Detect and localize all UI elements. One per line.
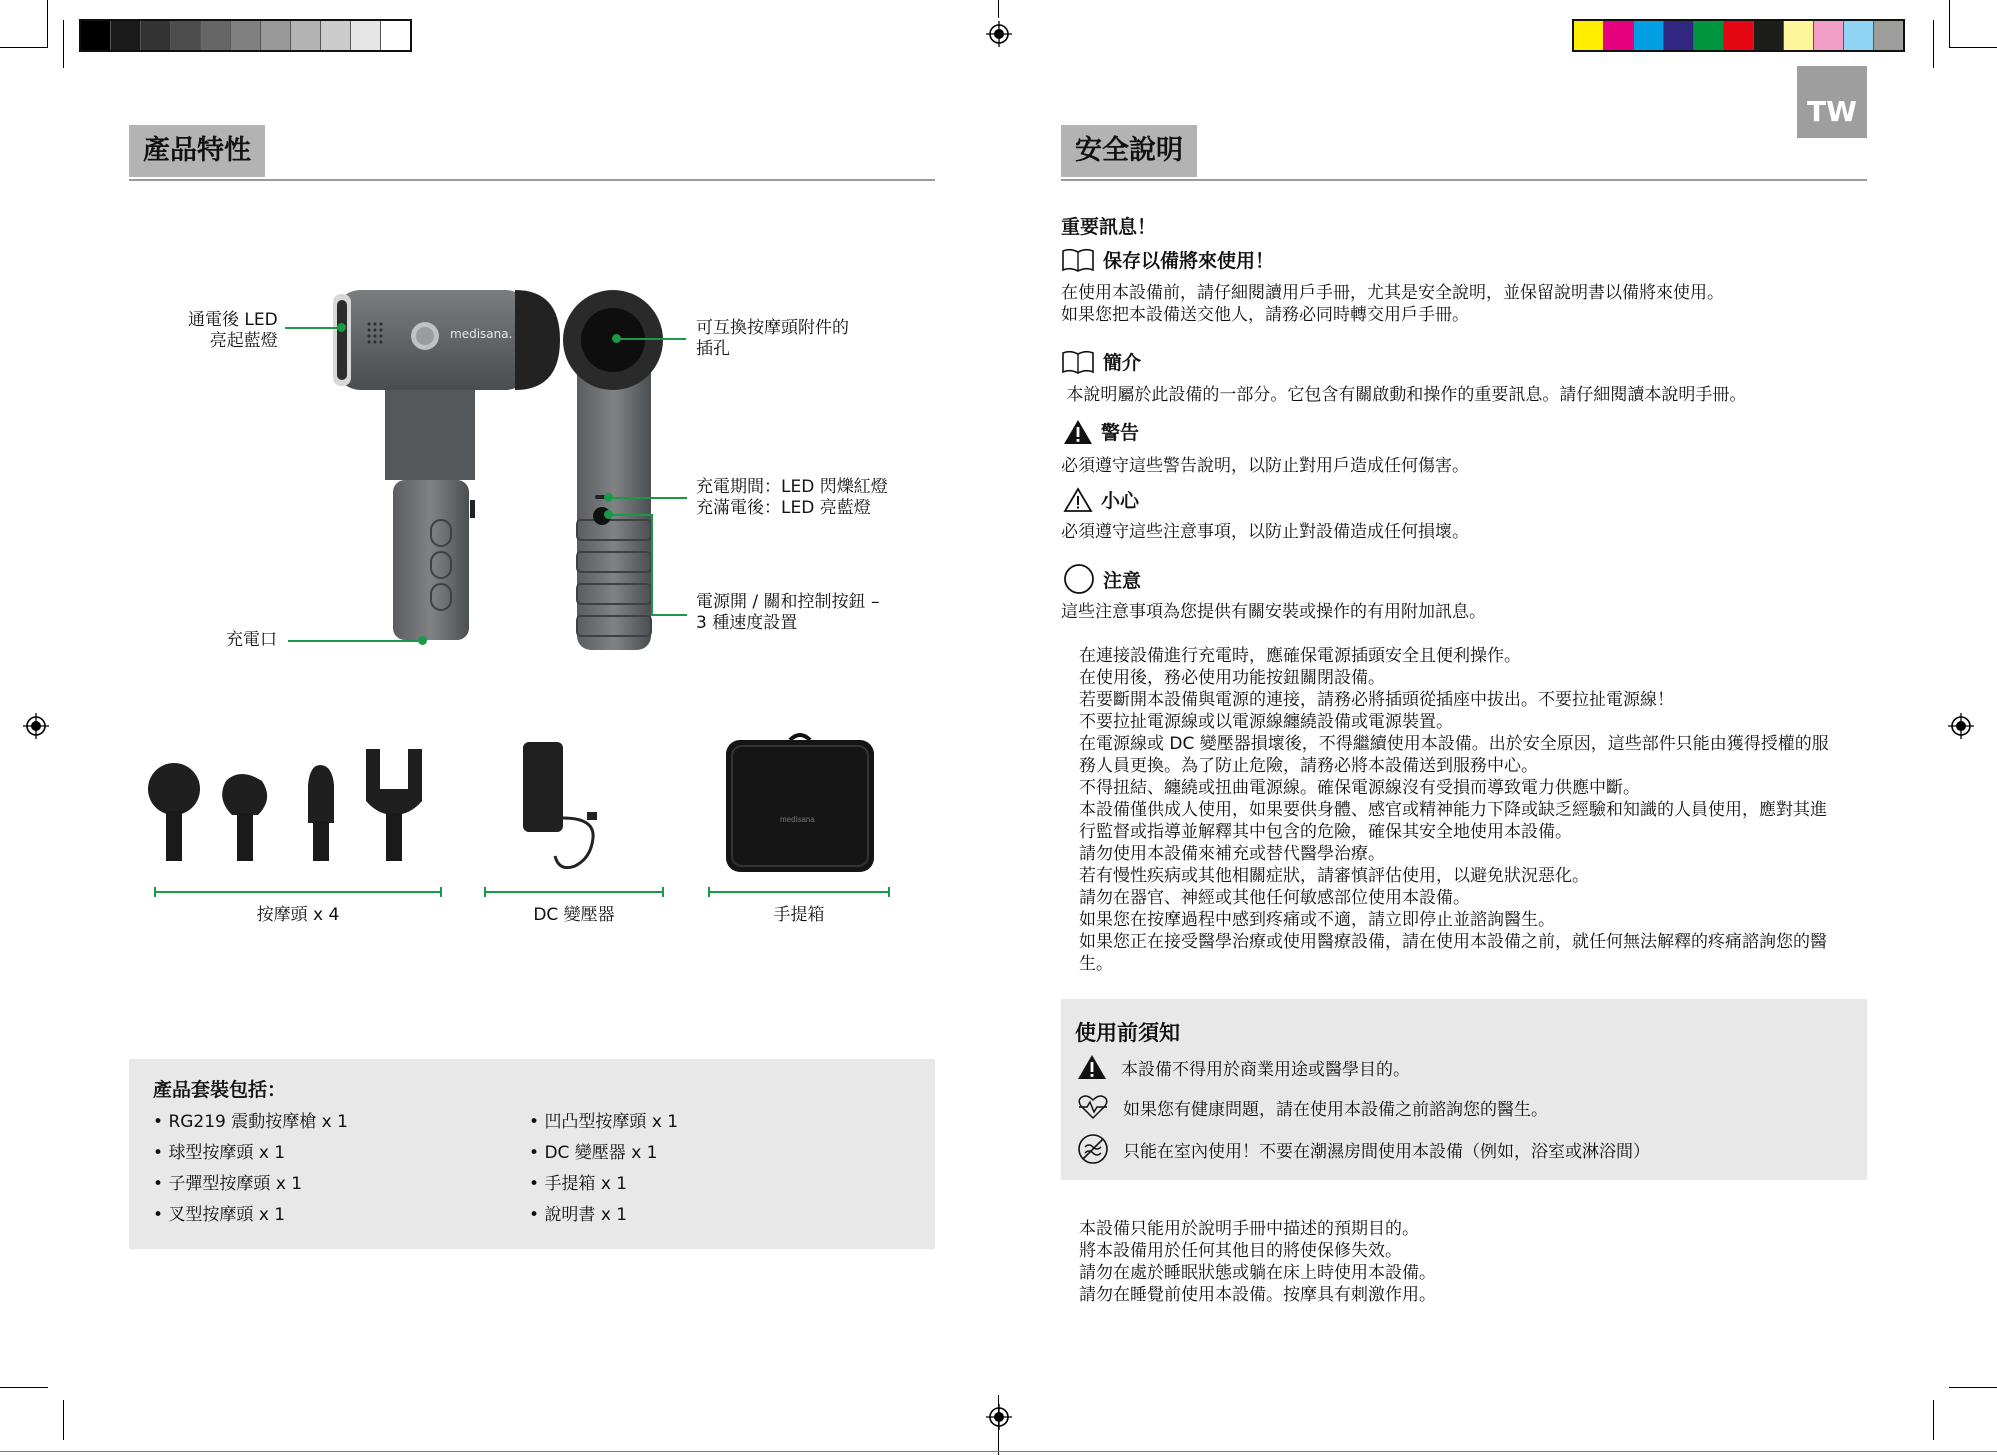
list-item: • 子彈型按摩頭 x 1: [153, 1169, 348, 1200]
safety-instructions: 在連接設備進行充電時，應確保電源插頭安全且便利操作。 在使用後，務必使用功能按鈕關閉設備。 若要斷開本設備與電源的連接，請務必將插頭從插座中拔出。不要拉扯電源線！ 不要拉扯電源線或以電源線纏繞設備或電源裝置。 在電源線或 DC 變壓器損壞後，不得繼續使用本設備。出於安全原因，這些部件只能由獲得授權的服 務人員更換。為了防止危險，請務必將本設備送到服務中心。 不得扭結、纏繞或扭曲電源線。確保電源線沒有受損而導致電力供應中斷。 本設備僅供成人使用，如果要供身體、感官或精神能力下降或缺乏經驗和知識的人員使用，應對其進 行監督或指導並解釋其中包含的危險，確保其安全地使用本設備。 請勿使用本設備來補充或替代醫學治療。 若有慢性疾病或其他相關症狀，請審慎評估使用，以避免狀況惡化。 請勿在器官、神經或其他任何敏感部位使用本設備。 如果您在按摩過程中感到疼痛或不適，請立即停止並諮詢醫生。 如果您正在接受醫學治療或使用醫療設備，請在使用本設備之前，就任何無法解釋的疼痛諮詢您的醫 生。: [1079, 646, 1829, 974]
crop-mark: [1949, 0, 1950, 48]
color-swatch: [1574, 21, 1604, 50]
callout-dot: [604, 493, 613, 502]
callout-dot: [604, 510, 613, 519]
svg-text:medisana: medisana: [780, 815, 815, 824]
case-rule: [708, 891, 890, 893]
before-use-text: 如果您有健康問題，請在使用本設備之前諮詢您的醫生。: [1123, 1099, 1548, 1120]
carry-case-image: [720, 730, 880, 880]
crop-mark: [0, 1387, 48, 1388]
accessory-label-adapter: DC 變壓器: [533, 905, 615, 925]
list-item: • 叉型按摩頭 x 1: [153, 1200, 348, 1231]
crop-mark: [1949, 1387, 1997, 1388]
color-swatch: [111, 21, 141, 50]
package-contents-box: [129, 1059, 935, 1249]
color-swatch: [1844, 21, 1874, 50]
intro-heading: [1061, 348, 1141, 375]
crop-mark: [998, 0, 999, 18]
no-water-icon: [1077, 1133, 1109, 1165]
accessory-label-case: 手提箱: [773, 905, 825, 925]
callout-dot: [418, 636, 427, 645]
warning-heading: [1063, 418, 1139, 445]
callout-line: [611, 514, 653, 516]
note-heading: [1063, 563, 1141, 595]
important-heading: [1061, 212, 1156, 239]
heads-rule: [154, 891, 442, 893]
callout-socket: 可互換按摩頭附件的 插孔: [696, 318, 849, 359]
before-use-item: [1077, 1133, 1650, 1165]
color-swatch: [1784, 21, 1814, 50]
book-icon: [1061, 248, 1095, 272]
color-swatch: [261, 21, 291, 50]
before-use-title: 使用前須知: [1075, 1021, 1180, 1045]
color-swatch: [141, 21, 171, 50]
color-swatch: [1874, 21, 1903, 50]
intro-title: 簡介: [1103, 352, 1142, 374]
keep-text: 在使用本設備前，請仔細閱讀用戶手冊，尤其是安全說明，並保留說明書以備將來使用。 如果您把本設備送交他人，請務必同時轉交用戶手冊。: [1061, 283, 1724, 325]
crop-mark: [63, 20, 64, 68]
color-swatch: [1604, 21, 1634, 50]
color-swatch: [1724, 21, 1754, 50]
language-tab: TW: [1797, 66, 1867, 138]
before-use-box: [1061, 999, 1867, 1180]
callout-line: [651, 614, 687, 616]
package-list-col2: [529, 1107, 678, 1231]
registration-mark-icon: [1948, 713, 1974, 739]
massage-heads-image: [140, 745, 460, 865]
color-bar: [1572, 19, 1905, 52]
intended-use-text: 本設備只能用於說明手冊中描述的預期目的。 將本設備用於任何其他目的將使保修失效。 請勿在處於睡眠狀態或躺在床上時使用本設備。 請勿在睡覺前使用本設備。按摩具有刺激作用。: [1079, 1219, 1436, 1305]
caution-icon: [1063, 487, 1093, 513]
color-swatch: [381, 21, 410, 50]
crop-mark: [0, 47, 48, 48]
registration-mark-icon: [986, 1404, 1012, 1430]
adapter-rule: [484, 891, 664, 893]
warning-icon: [1077, 1054, 1107, 1080]
color-swatch: [1814, 21, 1844, 50]
dc-adapter-image: [515, 738, 615, 878]
crop-mark: [1933, 20, 1934, 68]
warning-title: 警告: [1101, 422, 1140, 444]
intro-text: 本說明屬於此設備的一部分。它包含有關啟動和操作的重要訊息。請仔細閱讀本說明手冊。: [1061, 385, 1747, 405]
color-swatch: [1634, 21, 1664, 50]
section-title-safety: 安全說明: [1061, 125, 1197, 177]
caution-title: 小心: [1101, 490, 1140, 512]
crop-mark: [1949, 47, 1997, 48]
color-swatch: [1664, 21, 1694, 50]
note-circle-icon: [1063, 563, 1095, 595]
color-swatch: [321, 21, 351, 50]
callout-line: [285, 327, 340, 329]
list-item: • 手提箱 x 1: [529, 1169, 678, 1200]
crop-mark: [1933, 1400, 1934, 1440]
before-use-item: [1077, 1094, 1548, 1120]
crop-mark: [0, 1451, 1997, 1452]
list-item: • 說明書 x 1: [529, 1200, 678, 1231]
callout-power: 電源開 / 關和控制按鈕 – 3 種速度設置: [696, 592, 880, 633]
section-title-features: 產品特性: [129, 125, 265, 177]
callout-line: [616, 338, 686, 340]
callout-line: [288, 640, 422, 642]
list-item: • 球型按摩頭 x 1: [153, 1138, 348, 1169]
callout-led: 通電後 LED 亮起藍燈: [188, 310, 278, 351]
color-swatch: [1754, 21, 1784, 50]
color-swatch: [81, 21, 111, 50]
crop-mark: [63, 1400, 64, 1440]
color-swatch: [171, 21, 201, 50]
caution-text: 必須遵守這些注意事項，以防止對設備造成任何損壞。: [1061, 522, 1469, 542]
massage-gun-side-image: [325, 280, 565, 650]
note-text: 這些注意事項為您提供有關安裝或操作的有用附加訊息。: [1061, 602, 1486, 622]
before-use-item: [1077, 1054, 1410, 1080]
important-title: 重要訊息！: [1061, 216, 1157, 238]
section-rule: [1061, 179, 1867, 181]
section-rule: [129, 179, 935, 181]
heartbeat-icon: [1077, 1094, 1109, 1120]
before-use-text: 本設備不得用於商業用途或醫學目的。: [1121, 1059, 1410, 1080]
before-use-text: 只能在室內使用！不要在潮濕房間使用本設備（例如，浴室或淋浴間）: [1123, 1141, 1650, 1162]
callout-dot: [337, 323, 346, 332]
crop-mark: [47, 0, 48, 48]
caution-heading: [1063, 486, 1139, 513]
registration-mark-icon: [23, 713, 49, 739]
color-swatch: [351, 21, 381, 50]
book-icon: [1061, 350, 1095, 374]
color-swatch: [1694, 21, 1724, 50]
warning-text: 必須遵守這些警告說明，以防止對用戶造成任何傷害。: [1061, 456, 1469, 476]
note-title: 注意: [1103, 569, 1142, 592]
list-item: • DC 變壓器 x 1: [529, 1138, 678, 1169]
callout-port: 充電口: [226, 630, 277, 650]
registration-mark-icon: [986, 21, 1012, 47]
color-swatch: [231, 21, 261, 50]
color-swatch: [291, 21, 321, 50]
callout-line: [611, 497, 687, 499]
keep-heading: [1061, 246, 1274, 273]
list-item: • RG219 震動按摩槍 x 1: [153, 1107, 348, 1138]
callout-line: [651, 514, 653, 615]
keep-title: 保存以備將來使用！: [1103, 250, 1275, 272]
package-title: 產品套裝包括：: [153, 1079, 287, 1101]
callout-dot: [612, 334, 621, 343]
list-item: • 凹凸型按摩頭 x 1: [529, 1107, 678, 1138]
package-list-col1: [153, 1107, 348, 1231]
callout-charging: 充電期間：LED 閃爍紅燈 充滿電後：LED 亮藍燈: [696, 477, 888, 518]
grayscale-bar: [79, 19, 412, 52]
warning-icon: [1063, 419, 1093, 445]
brand-logo: medisana.: [450, 327, 513, 341]
accessory-label-heads: 按摩頭 x 4: [256, 905, 340, 925]
massage-gun-front-image: [555, 290, 685, 660]
color-swatch: [201, 21, 231, 50]
